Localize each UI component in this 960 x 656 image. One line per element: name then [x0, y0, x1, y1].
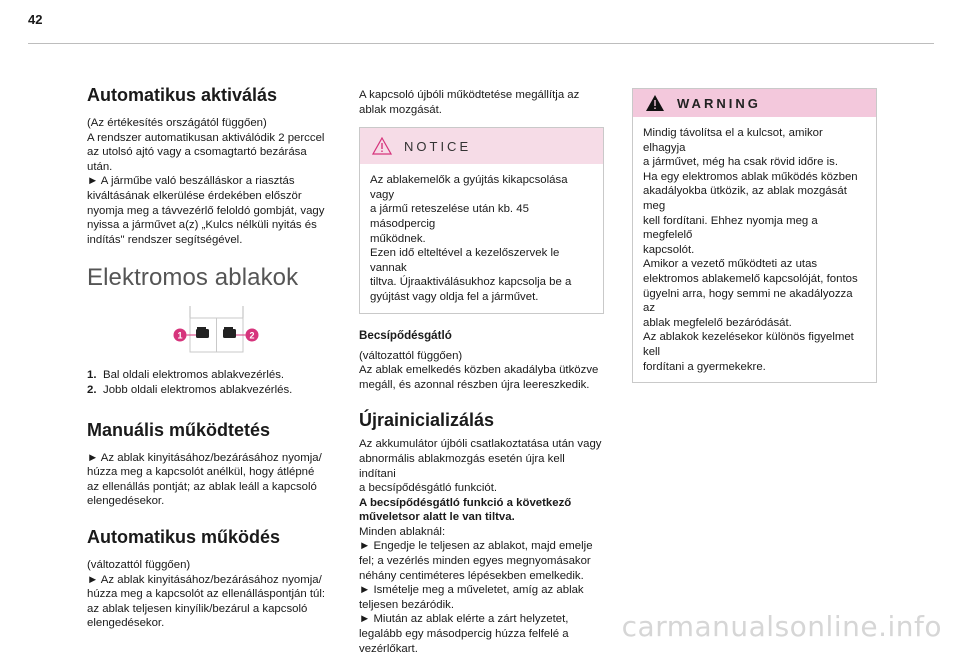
- text-line: Az ablakemelők a gyújtás kikapcsolása vagy: [370, 174, 568, 201]
- text-line: fel; a vezérlés minden egyes megnyomásakor: [359, 555, 591, 568]
- column-right: [632, 88, 877, 383]
- text-line: kapcsolót.: [643, 243, 695, 256]
- warning-triangle-icon: [645, 94, 665, 112]
- text-line: ► Az ablak kinyitásához/bezárásához nyomja/: [87, 451, 322, 464]
- text-line: az ablak teljesen kinyílik/bezárul a kapcsoló: [87, 602, 308, 615]
- bold-line: A becsípődésgátló funkció a következő: [359, 496, 572, 509]
- text-line: ablak megfelelő bezáródását.: [643, 316, 792, 329]
- text-line: (változattól függően): [87, 558, 191, 571]
- heading-auto-activation: Automatikus aktiválás: [87, 85, 278, 105]
- notice-header: [360, 128, 603, 164]
- window-switch-diagram: [87, 304, 332, 358]
- text-line: ► Az ablak kinyitásához/bezárásához nyomja/: [87, 573, 322, 586]
- text-line: tiltva. Újraaktiválásukhoz kapcsolja be a: [370, 276, 572, 289]
- heading-antipinch: Becsípődésgátló: [359, 328, 452, 342]
- heading-manual: Manuális működtetés: [87, 419, 271, 440]
- watermark: carmanualsonline.info: [621, 610, 942, 643]
- text-line: indítás" rendszer segítségével.: [87, 233, 243, 246]
- text-line: nyissa a járművet a(z) „Kulcs nélküli nyitás és: [87, 219, 317, 232]
- list-item: 1. Bal oldali elektromos ablakvezérlés.: [87, 369, 285, 382]
- warning-title: WARNING: [677, 95, 761, 111]
- auto-activation-text: [87, 116, 332, 247]
- text-line: teljesen bezáródik.: [359, 598, 454, 611]
- text-line: néhány centiméteres lépésekben emelkedik.: [359, 569, 584, 582]
- text-line: vezérlőkart.: [359, 642, 418, 655]
- notice-body: [360, 164, 603, 312]
- heading-electric-windows: Elektromos ablakok: [87, 264, 299, 292]
- text-line: kell fordítani. Ehhez nyomja meg a megfelelő: [643, 214, 818, 242]
- text-line: Mindig távolítsa el a kulcsot, amikor elhagyja: [643, 127, 823, 154]
- reinit-text: [359, 437, 604, 656]
- text-line: a jármű reteszelése után kb. 45 másodpercig: [370, 203, 529, 230]
- warning-header: [633, 89, 876, 117]
- window-switch-icon: [87, 304, 332, 358]
- notice-box: [359, 127, 604, 313]
- text-line: ► Ismételje meg a műveletet, amíg az ablak: [359, 584, 584, 597]
- text-line: A kapcsoló újbóli működtetése megállítja az: [359, 89, 580, 101]
- text-line: elengedésekor.: [87, 617, 165, 630]
- numbered-list: [87, 368, 332, 397]
- text-line: (változattól függően): [359, 349, 463, 362]
- notice-title: NOTICE: [404, 138, 472, 154]
- column-left: [87, 84, 332, 631]
- text-line: húzza meg a kapcsolót az ellenálláspontján túl:: [87, 588, 326, 601]
- column-middle: [359, 88, 604, 656]
- text-line: Amikor a vezető működteti az utas: [643, 258, 818, 271]
- text-line: ablak mozgását.: [359, 103, 442, 116]
- text-line: az utolsó ajtó vagy a csomagtartó bezárása: [87, 146, 307, 159]
- text-line: az ellenállás pontját; az ablak leáll a kapcsoló: [87, 480, 317, 493]
- header-rule: [28, 43, 934, 44]
- text-line: Az ablakok kezelésekor különös figyelmet kell: [643, 331, 854, 358]
- text-line: nyomja meg a távvezérlő feloldó gombját, vagy: [87, 204, 325, 217]
- text-line: Minden ablaknál:: [359, 525, 446, 538]
- text-line: A rendszer automatikusan aktiválódik 2 perccel: [87, 131, 325, 144]
- text-line: a becsípődésgátló funkciót.: [359, 482, 498, 495]
- text-line: (Az értékesítés országától függően): [87, 117, 267, 129]
- automatic-text: [87, 558, 332, 631]
- text-line: elengedésekor.: [87, 495, 165, 508]
- text-line: elektromos ablakemelő kapcsolóját, fontos: [643, 272, 858, 285]
- text-line: ► Miután az ablak elérte a zárt helyzetet,: [359, 613, 569, 626]
- intro-text: [359, 88, 604, 117]
- text-line: legalább egy másodpercig húzza felfelé a: [359, 628, 569, 641]
- manual-text: [87, 451, 332, 509]
- text-line: működnek.: [370, 232, 426, 245]
- bold-line: műveletsor alatt le van tiltva.: [359, 511, 515, 524]
- text-line: abnormális ablakmozgás esetén újra kell indítani: [359, 452, 565, 480]
- text-line: megáll, és azonnal részben újra leereszkedik.: [359, 378, 590, 391]
- heading-automatic: Automatikus működés: [87, 526, 281, 547]
- text-line: Ha egy elektromos ablak működés közben: [643, 170, 858, 183]
- text-line: ► Engedje le teljesen az ablakot, majd emelje: [359, 540, 593, 553]
- text-line: ► A járműbe való beszálláskor a riasztás: [87, 175, 295, 188]
- list-item: 2. Jobb oldali elektromos ablakvezérlés.: [87, 383, 293, 396]
- badge-1-label: 1: [177, 330, 183, 341]
- badge-2-label: 2: [249, 330, 255, 341]
- text-line: akadályokba ütközik, az ablak mozgását meg: [643, 185, 847, 212]
- warning-box: [632, 88, 877, 383]
- text-line: ügyelni arra, hogy semmi ne akadályozza az: [643, 287, 853, 315]
- antipinch-text: [359, 349, 604, 393]
- heading-reinit: Újrainicializálás: [359, 410, 495, 431]
- text-line: Ezen idő elteltével a kezelőszervek le vannak: [370, 247, 560, 274]
- text-line: a járművet, még ha csak rövid időre is.: [643, 156, 838, 169]
- text-line: gyújtást vagy oldja fel a járművet.: [370, 290, 539, 303]
- text-line: fordítani a gyermekekre.: [643, 360, 766, 373]
- warning-triangle-icon: [372, 137, 392, 155]
- text-line: után.: [87, 160, 113, 173]
- text-line: húzza meg a kapcsolót anélkül, hogy átlépné: [87, 466, 315, 479]
- text-line: Az ablak emelkedés közben akadályba ütközve: [359, 364, 599, 377]
- text-line: kiváltásának elkerülése érdekében először: [87, 189, 302, 202]
- text-line: Az akkumulátor újbóli csatlakoztatása után vagy: [359, 438, 602, 451]
- warning-body: [633, 117, 876, 382]
- page-number: 42: [28, 12, 43, 27]
